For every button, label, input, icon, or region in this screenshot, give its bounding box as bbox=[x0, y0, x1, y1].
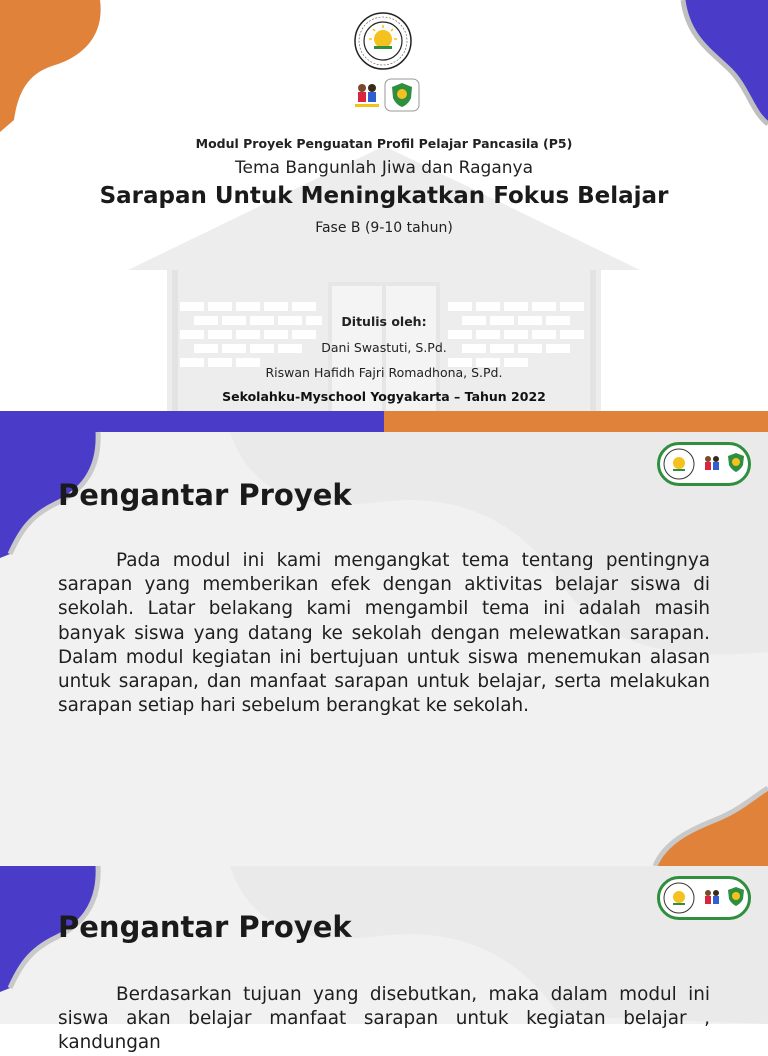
intro-paragraph: Pada modul ini kami mengangkat tema tentang pentingnya sarapan yang memberikan efek dengan aktivitas belajar siswa di sekolah. Latar belakang kami mengambil tema ini adalah masih banyak siswa yang datang ke sekolah dengan melewatkan sarapan. Dalam modul kegiatan ini bertujuan untuk siswa menemukan alasan untuk sarapan, dan manfaat sarapan untuk belajar, serta melakukan sarapan setiap hari sebelum berangkat ke sekolah. bbox=[58, 550, 710, 717]
intro-slide-1 bbox=[0, 432, 768, 866]
written-by-label: Ditulis oleh: bbox=[341, 314, 427, 329]
header-logos-2 bbox=[657, 876, 751, 920]
header-logos bbox=[657, 442, 751, 486]
footer-band-orange bbox=[384, 411, 768, 432]
author-1: Dani Swastuti, S.Pd. bbox=[321, 340, 447, 355]
school-logo-children bbox=[352, 80, 382, 110]
phase-label: Fase B (9-10 tahun) bbox=[315, 220, 453, 236]
intro-slide-2 bbox=[0, 866, 768, 1054]
theme-subtitle: Tema Bangunlah Jiwa dan Raganya bbox=[234, 158, 533, 178]
footer-band-blue bbox=[0, 411, 384, 432]
cover-slide bbox=[0, 0, 768, 432]
module-title: Modul Proyek Penguatan Profil Pelajar Pancasila (P5) bbox=[195, 136, 573, 151]
intro-paragraph-2: Berdasarkan tujuan yang disebutkan, maka dalam modul ini siswa akan belajar manfaat sarapan untuk kegiatan belajar , kandungan bbox=[58, 984, 710, 1054]
foundation-logo bbox=[354, 12, 412, 70]
school-year: Sekolahku-Myschool Yogyakarta – Tahun 2022 bbox=[222, 389, 546, 404]
section-heading: Pengantar Proyek bbox=[58, 478, 352, 512]
section-heading-2: Pengantar Proyek bbox=[58, 910, 352, 944]
school-logo-shield bbox=[384, 78, 420, 112]
main-title: Sarapan Untuk Meningkatkan Fokus Belajar bbox=[99, 183, 669, 209]
author-2: Riswan Hafidh Fajri Romadhona, S.Pd. bbox=[265, 365, 503, 380]
